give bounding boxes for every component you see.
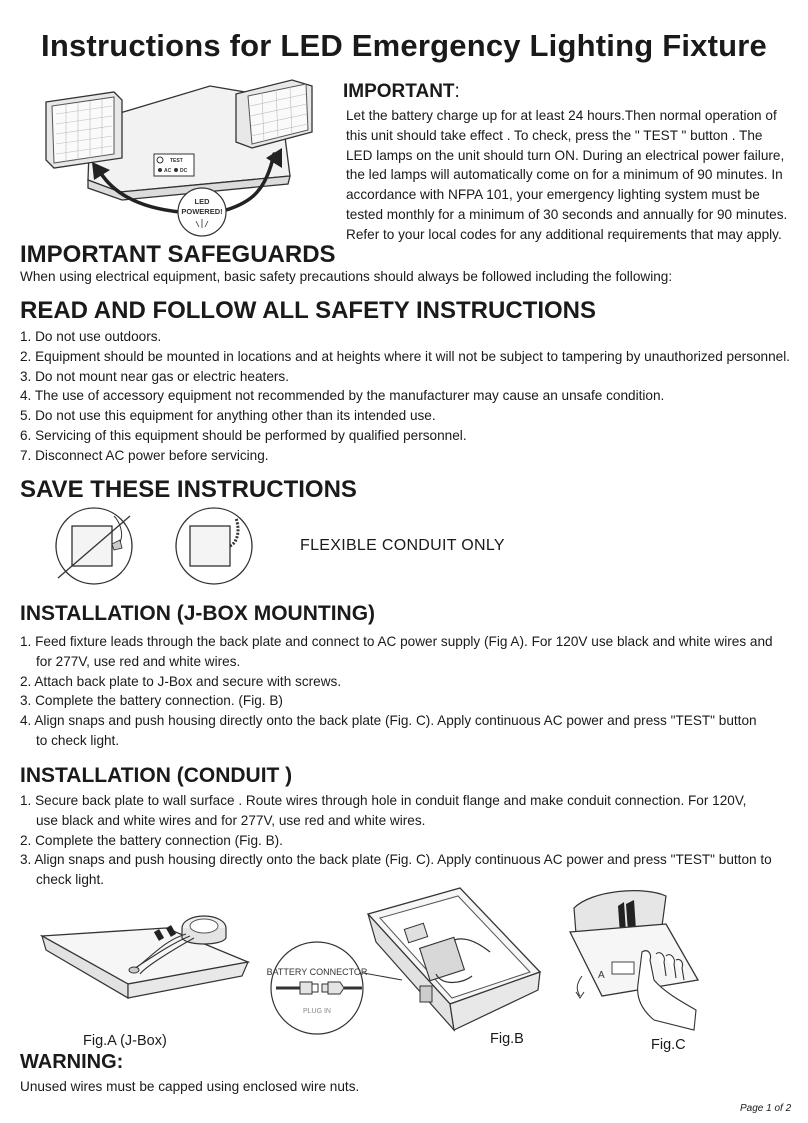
list-item: 4. Align snaps and push housing directly onto the back plate (Fig. C). Apply continuous AC power and press "TEST" button xyxy=(20,713,757,729)
conduit-diagrams xyxy=(50,506,260,590)
important-heading xyxy=(343,80,460,104)
svg-text:LED: LED xyxy=(194,197,210,206)
figure-a-caption: Fig.A (J-Box) xyxy=(83,1033,167,1049)
install-conduit-steps xyxy=(20,791,772,890)
important-line: LED lamps on the unit should turn ON. During an electrical power failure, xyxy=(346,147,785,163)
list-item-continued: for 277V, use red and white wires. xyxy=(36,653,241,669)
list-item: 2. Attach back plate to J-Box and secure with screws. xyxy=(20,673,342,689)
conduit-diagram-flexible xyxy=(176,508,252,584)
important-heading-colon: : xyxy=(454,81,460,102)
list-item: 1. Feed fixture leads through the back plate and connect to AC power supply (Fig A). For 120V use black and white wires and xyxy=(20,634,773,649)
important-heading-text: IMPORTANT xyxy=(343,81,455,102)
important-line: Refer to your local codes for any additional requirements that may apply. xyxy=(346,226,782,242)
list-item: 3. Align snaps and push housing directly onto the back plate (Fig. C). Apply continuous AC power and press "TEST" button to xyxy=(20,852,772,868)
important-text xyxy=(346,106,787,245)
list-item: 7. Disconnect AC power before servicing. xyxy=(20,447,269,463)
install-conduit-heading: INSTALLATION (CONDUIT ) xyxy=(20,764,293,787)
page-title: Instructions for LED Emergency Lighting Fixture xyxy=(41,28,767,63)
svg-text:BATTERY CONNECTOR: BATTERY CONNECTOR xyxy=(266,967,368,977)
list-item: 1. Do not use outdoors. xyxy=(20,329,162,344)
list-item: 1. Secure back plate to wall surface . Route wires through hole in conduit flange and make conduit connection. For 120V, xyxy=(20,793,747,808)
important-line: accordance with NFPA 101, your emergency lighting system must be xyxy=(346,187,760,203)
list-item-continued: check light. xyxy=(36,872,105,888)
svg-text:AC: AC xyxy=(164,168,172,174)
product-illustration xyxy=(30,72,342,244)
install-jbox-heading: INSTALLATION (J-BOX MOUNTING) xyxy=(20,602,376,625)
list-item: 2. Complete the battery connection (Fig. B). xyxy=(20,832,283,848)
left-lamp-head xyxy=(46,92,122,168)
safety-list xyxy=(20,327,790,466)
list-item-continued: use black and white wires and for 277V, use red and white wires. xyxy=(36,812,426,828)
flexible-conduit-note: FLEXIBLE CONDUIT ONLY xyxy=(300,537,505,554)
install-jbox-steps xyxy=(20,632,773,751)
list-item: 6. Servicing of this equipment should be performed by qualified personnel. xyxy=(20,427,467,443)
list-item: 3. Do not mount near gas or electric heaters. xyxy=(20,368,289,384)
safety-heading: READ AND FOLLOW ALL SAFETY INSTRUCTIONS xyxy=(20,297,596,324)
save-heading: SAVE THESE INSTRUCTIONS xyxy=(20,476,357,503)
page-number: Page 1 of 2 xyxy=(740,1103,792,1114)
list-item: 4. The use of accessory equipment not recommended by the manufacturer may cause an unsafe condition. xyxy=(20,388,665,404)
battery-connector-callout xyxy=(262,940,372,1036)
figure-c-housing xyxy=(562,880,702,1040)
safeguards-text: When using electrical equipment, basic safety precautions should always be followed including the following: xyxy=(20,269,673,284)
svg-text:PLUG IN: PLUG IN xyxy=(302,1008,332,1015)
svg-text:A: A xyxy=(598,970,605,981)
list-item: 3. Complete the battery connection. (Fig. B) xyxy=(20,693,283,709)
conduit-diagram-crossed xyxy=(56,508,132,584)
figure-b-caption: Fig.B xyxy=(490,1031,524,1047)
test-panel xyxy=(154,154,194,176)
figure-b-battery xyxy=(362,880,552,1038)
important-line: tested monthly for a minimum of 30 seconds and annually for 90 minutes. xyxy=(346,206,788,222)
important-line: the led lamps will automatically come on for a minimum of 90 minutes. In xyxy=(346,167,783,183)
list-item-continued: to check light. xyxy=(36,732,120,748)
svg-text:DC: DC xyxy=(180,168,188,174)
svg-text:TEST: TEST xyxy=(170,158,183,164)
figure-a-jbox xyxy=(36,900,256,1012)
list-item: 5. Do not use this equipment for anything other than its intended use. xyxy=(20,408,436,424)
safeguards-heading: IMPORTANT SAFEGUARDS xyxy=(20,241,336,268)
important-line: this unit should take effect . To check, press the " TEST " button . The xyxy=(346,127,763,143)
warning-heading: WARNING: xyxy=(20,1051,124,1073)
warning-text: Unused wires must be capped using enclosed wire nuts. xyxy=(20,1079,360,1094)
svg-text:POWERED!: POWERED! xyxy=(181,207,223,216)
list-item: 2. Equipment should be mounted in locations and at heights where it will not be subject to tampering by unauthorized personnel. xyxy=(20,348,791,364)
led-powered-badge xyxy=(178,188,226,236)
figure-c-caption: Fig.C xyxy=(651,1037,686,1053)
important-line: Let the battery charge up for at least 24 hours.Then normal operation of xyxy=(346,108,777,123)
right-lamp-head xyxy=(236,80,312,148)
